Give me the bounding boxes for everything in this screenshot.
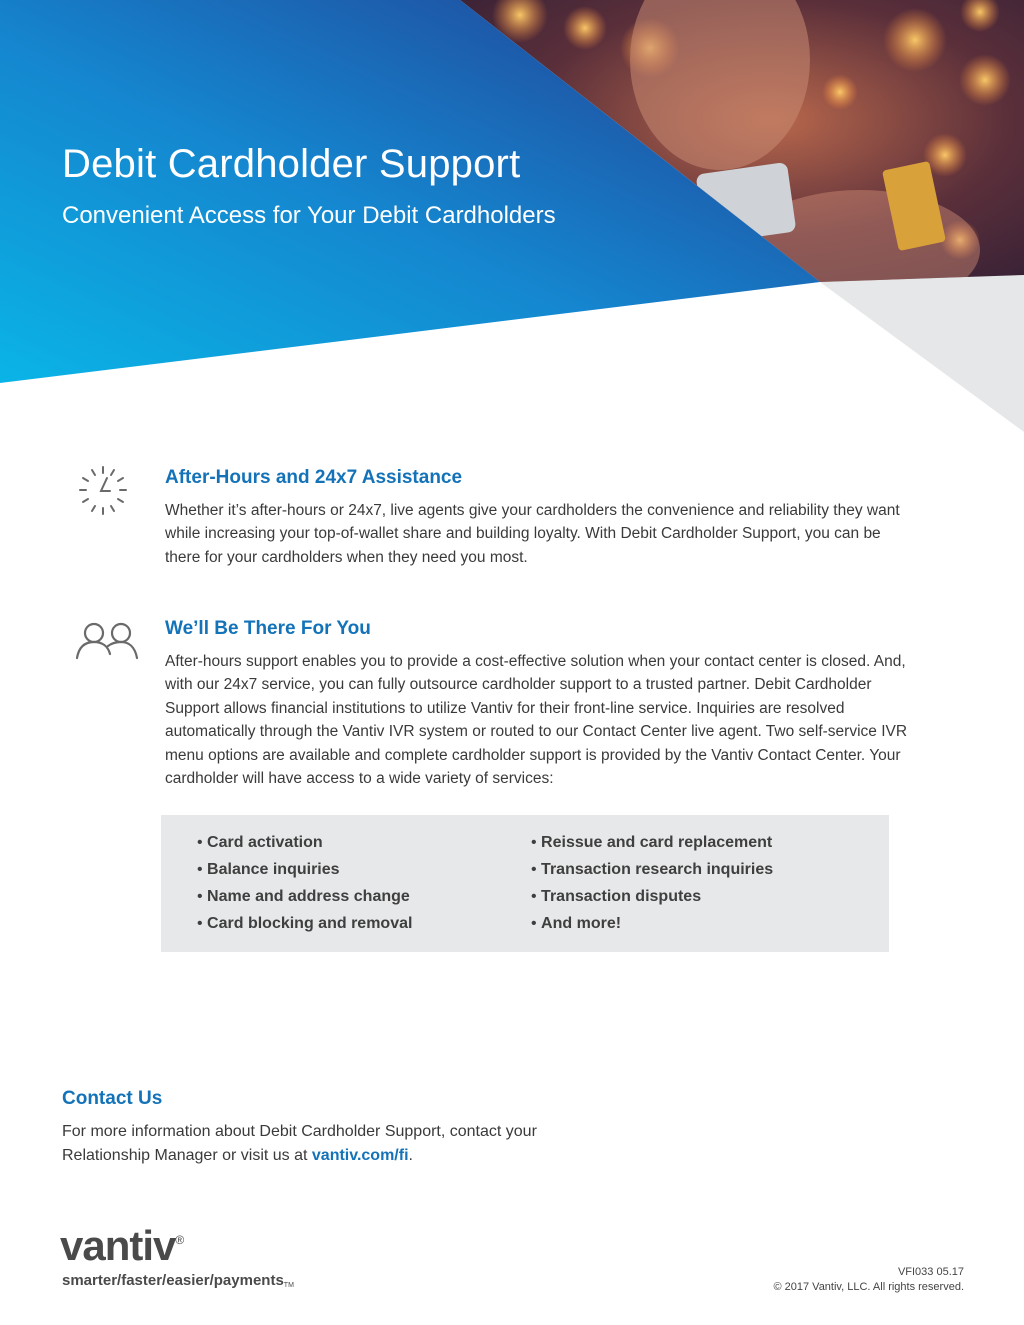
section-heading: We’ll Be There For You [165,618,371,639]
people-icon [74,620,140,667]
tagline-trademark: TM [283,1282,294,1289]
section-there-for-you [165,618,910,790]
brand-tagline [62,1272,294,1289]
section-body: Whether it’s after-hours or 24x7, live agents give your cardholders the convenience and reliability they want while increasing your top-of-wallet share and building loyalty. With Debit Cardholder Support, you can be there for your cardholders when they need you most. [165,502,900,566]
list-item: • Balance inquiries [197,860,412,887]
gray-wedge [820,275,1024,432]
page-title: Debit Cardholder Support [62,142,521,186]
list-item: • Card blocking and removal [197,914,412,941]
logo-text: vantiv [60,1222,176,1269]
clock-icon [74,464,132,527]
list-item: • Card activation [197,833,412,860]
footer-legal [773,1265,964,1295]
services-panel [161,815,889,952]
vantiv-logo [60,1222,183,1270]
section-after-hours [165,467,910,569]
tagline-text: smarter/faster/easier/payments [62,1272,284,1289]
page-subtitle: Convenient Access for Your Debit Cardholders [62,202,556,229]
website-link[interactable]: vantiv.com/fi [311,1147,409,1164]
list-item: • Name and address change [197,887,412,914]
hero-banner [0,0,1024,440]
contact-text [62,1120,582,1168]
contact-heading: Contact Us [62,1088,163,1109]
document-code: VFI033 05.17 [897,1266,964,1278]
services-list-left [197,833,412,941]
services-list-right [531,833,773,941]
contact-section [62,1088,582,1168]
list-item: • Transaction research inquiries [531,860,773,887]
list-item: • And more! [531,914,773,941]
list-item: • Reissue and card replacement [531,833,773,860]
section-heading: After-Hours and 24x7 Assistance [165,467,463,488]
contact-text-end: . [408,1147,413,1164]
contact-text-lead: For more information about Debit Cardholder Support, contact your Relationship Manager or visit us at [62,1123,537,1164]
logo-registered-mark: ® [175,1233,184,1247]
copyright-text: © 2017 Vantiv, LLC. All rights reserved. [773,1281,964,1293]
list-item: • Transaction disputes [531,887,773,914]
section-body: After-hours support enables you to provide a cost-effective solution when your contact center is closed. And, with our 24x7 service, you can fully outsource cardholder support to a trusted partner. Debit Cardholder Support allows financial institutions to utilize Vantiv for their front-line service. Inquiries are resolved automatically through the Vantiv IVR system or routed to our Contact Center live agent. Two self-service IVR menu options are available and complete cardholder support is provided by the Vantiv Contact Center. Your cardholder will have access to a wide variety of services: [165,653,908,788]
